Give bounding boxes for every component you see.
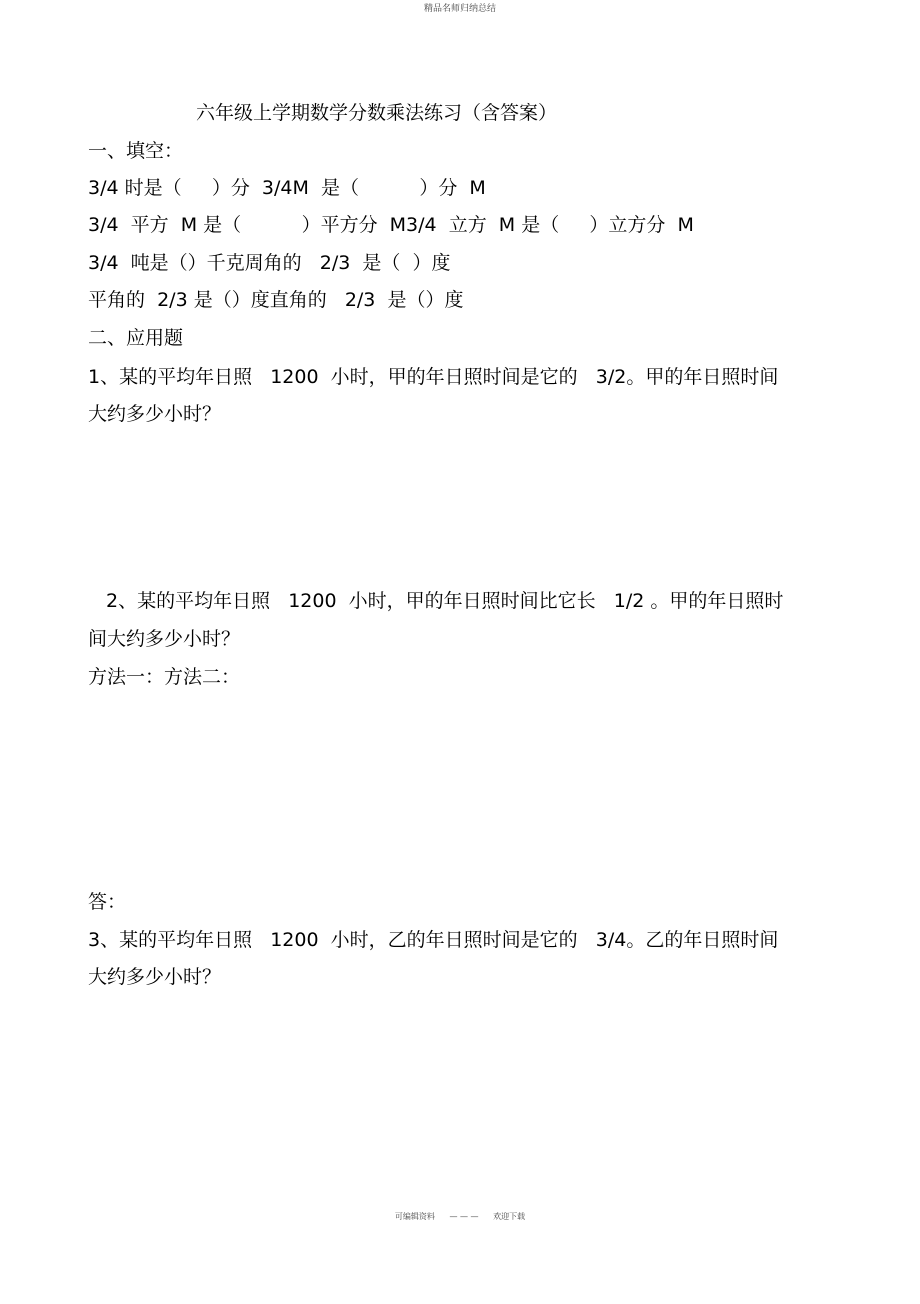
- question-3-line-2: 大约多少小时？: [88, 966, 222, 988]
- section-heading-fill-in: 一、填空：: [88, 140, 184, 162]
- document-title: 六年级上学期数学分数乘法练习（含答案）: [196, 102, 558, 124]
- footer-left-text: 可编辑资料: [394, 1212, 435, 1221]
- page-footer: [0, 1211, 920, 1222]
- question-2-methods: 方法一：方法二：: [88, 666, 241, 688]
- footer-right-text: 欢迎下载: [493, 1212, 526, 1221]
- question-2-line-2: 间大约多少小时？: [88, 628, 241, 650]
- question-3-line-1: 3、某的平均年日照 1200 小时，乙的年日照时间是它的 3/4。乙的年日照时间: [88, 929, 779, 951]
- fill-in-line-4: 平角的 2/3 是（）度直角的 2/3 是（）度: [88, 289, 464, 311]
- fill-in-line-1: 3/4 时是（ ）分 3/4M 是（ ）分 M: [88, 177, 486, 199]
- question-2-line-1: 2、某的平均年日照 1200 小时，甲的年日照时间比它长 1/2 。甲的年日照时: [106, 590, 784, 612]
- footer-dashes: — — —: [449, 1212, 479, 1221]
- fill-in-line-3: 3/4 吨是（）千克周角的 2/3 是（ ）度: [88, 252, 451, 274]
- section-heading-word-problems: 二、应用题: [88, 327, 184, 349]
- page-header: 精品名师归纳总结: [423, 4, 496, 14]
- question-1-line-2: 大约多少小时？: [88, 403, 222, 425]
- question-1-line-1: 1、某的平均年日照 1200 小时，甲的年日照时间是它的 3/2。甲的年日照时间: [88, 366, 779, 388]
- fill-in-line-2: 3/4 平方 M 是（ ）平方分 M3/4 立方 M 是（ ）立方分 M: [88, 214, 694, 236]
- answer-label: 答：: [88, 891, 127, 913]
